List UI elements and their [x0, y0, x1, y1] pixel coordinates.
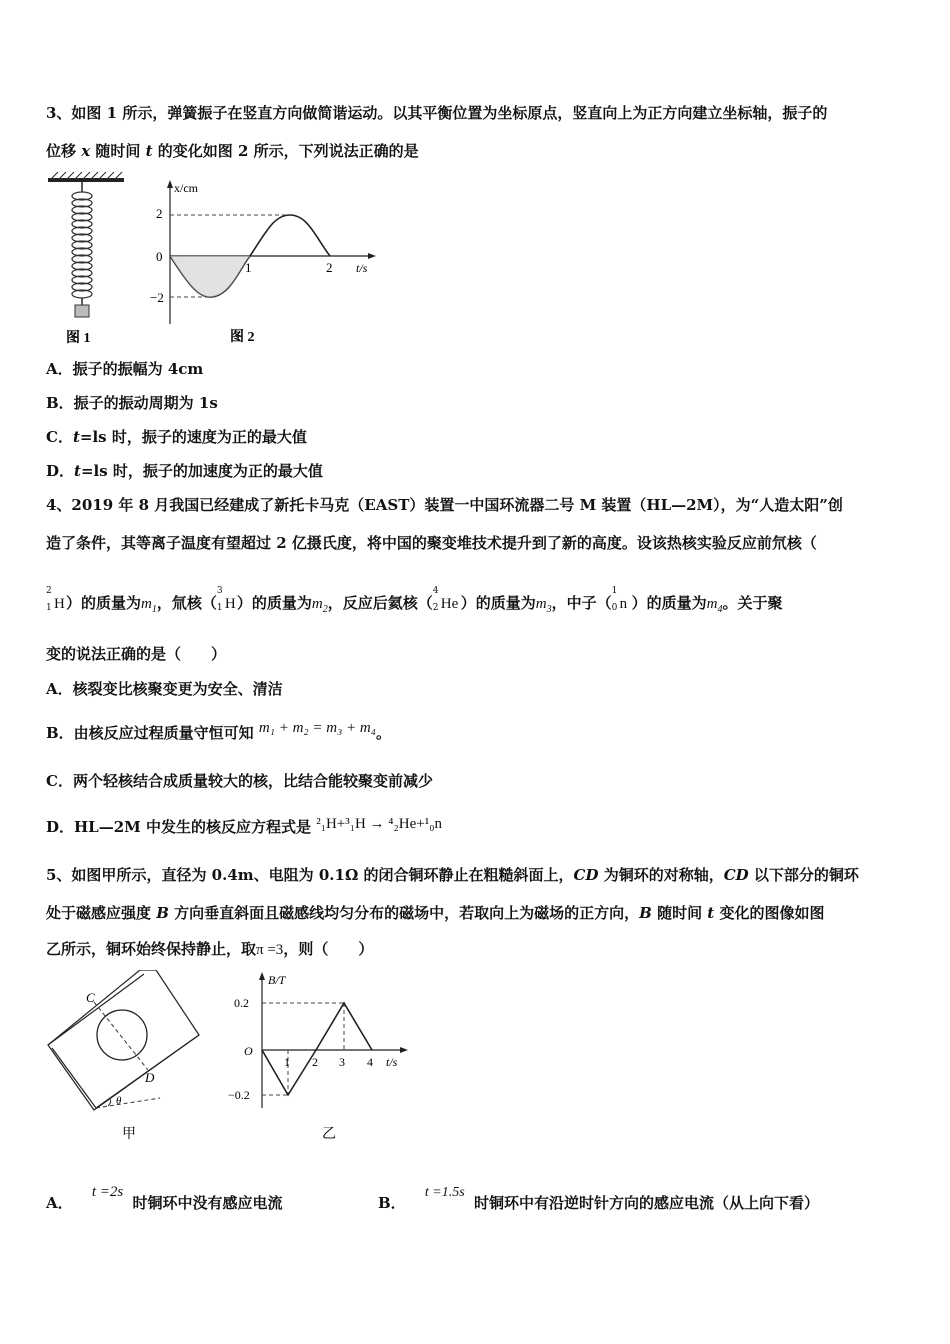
m3: $m_3$: [535, 596, 552, 615]
q4-optb-a: B．由核反应过程质量守恒可知: [46, 724, 254, 742]
tick-x2: 2: [326, 260, 333, 275]
label-c: C: [86, 990, 95, 1005]
pi-value: π =3: [256, 942, 284, 958]
q3-optc-b: =ls 时，振子的速度为正的最大值: [79, 428, 307, 446]
q5-figure-jia: [44, 970, 214, 1150]
tick-minus2: −2: [150, 290, 164, 305]
fig2-label: 图 2: [230, 330, 255, 345]
q4-optd-a: D．HL—2M 中发生的核反应方程式是: [46, 818, 311, 836]
q4-optd-equation: ²₁H+³₁H → ⁴₂He+¹₀n: [316, 816, 442, 832]
q3-optd-b: =ls 时，振子的加速度为正的最大值: [80, 462, 323, 480]
tick-t3: 3: [339, 1055, 345, 1069]
q3-line2-a: 位移: [46, 142, 82, 160]
x-axis-arrow: [368, 253, 376, 259]
q5-optb-equation: t =1.5s: [424, 1185, 465, 1200]
q3-line2-b: 随时间: [90, 142, 146, 160]
horizontal-dash: [96, 1098, 160, 1108]
q3-optc-t: t: [72, 428, 80, 446]
q5-option-a[interactable]: A． t =2s 时铜环中没有感应电流: [46, 1184, 283, 1212]
q4-line3: 2 1 H）的质量为$m_1$，氚核（ 3 1 H）的质量为$m_2$，反应后氦核（ 4 2 He ）的质量为$m_3$，中子（ 1 0 n ）的质量为$m_4$。关于聚: [46, 586, 783, 615]
b-axis-label: B/T: [268, 973, 286, 987]
tick-2: 2: [156, 206, 163, 221]
q4-option-c[interactable]: C．两个轻核结合成质量较大的核，比结合能较聚变前减少: [46, 772, 433, 790]
neutron-symbol: 1 0 n: [611, 586, 628, 613]
q3-option-c[interactable]: [46, 426, 307, 447]
origin-label: O: [244, 1044, 253, 1058]
m4: $m_4$: [706, 596, 723, 615]
q5-line1: 5、如图甲所示，直径为 0.4m、电阻为 0.1Ω 的闭合铜环静止在粗糙斜面上，CD 为铜环的对称轴，CD 以下部分的铜环: [46, 866, 859, 884]
shaded-region: [170, 256, 250, 297]
q3-option-a[interactable]: A．振子的振幅为 4cm: [46, 360, 204, 378]
y-axis-arrow: [167, 180, 173, 188]
deuterium-symbol: 2 1 H: [46, 586, 65, 613]
label-d: D: [145, 1070, 155, 1085]
tick-1: 1: [245, 260, 252, 275]
q4-option-b[interactable]: [46, 722, 391, 743]
tick-t2: 2: [312, 1055, 318, 1069]
q3-optc-a: C．: [46, 428, 73, 446]
y-axis-label: x/cm: [174, 181, 198, 195]
b-t-curve: [262, 1003, 372, 1095]
q4-optb-equation: m₁ + m₂ = m₃ + m₄: [258, 720, 376, 736]
q3-line2: [46, 140, 419, 161]
oscillator-block: [75, 305, 89, 317]
q3-var-x: x: [81, 142, 91, 160]
q3-option-d[interactable]: [46, 460, 323, 481]
tick-02: 0.2: [234, 996, 249, 1010]
q5-opta-equation: t =2s: [91, 1184, 124, 1200]
q4-option-d[interactable]: [46, 816, 442, 837]
q4-optb-end: 。: [375, 724, 391, 742]
q3-line2-c: 的变化如图 2 所示，下列说法正确的是: [152, 142, 419, 160]
tick-t1: 1: [284, 1055, 290, 1069]
q5-option-b[interactable]: B． t =1.5s 时铜环中有沿逆时针方向的感应电流（从上向下看）: [378, 1185, 819, 1212]
fig-jia-label: 甲: [122, 1127, 136, 1142]
q3-figure2-graph: [150, 176, 385, 348]
ceiling-bar: [48, 178, 124, 182]
q5-figure-yi: [226, 968, 411, 1148]
q4-line1: 4、2019 年 8 月我国已经建成了新托卡马克（EAST）装置一中国环流器二号 M 装置（HL—2M），为“人造太阳”创: [46, 496, 843, 514]
q3-var-t: t: [145, 142, 153, 160]
fig-yi-label: 乙: [322, 1127, 336, 1142]
tick-0: 0: [156, 249, 163, 264]
q3-optd-a: D．: [46, 462, 75, 480]
m2: $m_2$: [311, 596, 328, 615]
fig1-label: 图 1: [66, 331, 91, 346]
spring-coil: [72, 192, 92, 298]
helium-symbol: 4 2 He: [432, 586, 459, 613]
tick-t4: 4: [367, 1055, 373, 1069]
tick-minus02: −0.2: [228, 1088, 250, 1102]
q3-line1: 3、如图 1 所示，弹簧振子在竖直方向做简谐运动。以其平衡位置为坐标原点，竖直向上为正方向建立坐标轴，振子的: [46, 104, 828, 122]
q3-optd-t: t: [74, 462, 81, 480]
q3-option-b[interactable]: B．振子的振动周期为 1s: [46, 394, 218, 412]
q3-figure1-spring: [44, 172, 134, 347]
t-axis-label: t/s: [386, 1055, 398, 1069]
x-axis-label: t/s: [356, 261, 368, 275]
m1: $m_1$: [141, 596, 157, 615]
q4-line2: 造了条件，其等离子温度有望超过 2 亿摄氏度，将中国的聚变堆技术提升到了新的高度。设该热核实验反应前氘核（: [46, 534, 817, 552]
q5-line3: 乙所示，铜环始终保持静止，取π =3，则（ ）: [46, 940, 374, 958]
q4-line4: 变的说法正确的是（ ）: [46, 645, 227, 663]
label-theta: θ: [116, 1095, 122, 1107]
tritium-symbol: 3 1 H: [216, 586, 236, 613]
q4-option-a[interactable]: A．核裂变比核聚变更为安全、清洁: [46, 680, 283, 698]
q5-line2: 处于磁感应强度 B 方向垂直斜面且磁感线均匀分布的磁场中，若取向上为磁场的正方向，B 随时间 t 变化的图像如图: [46, 904, 825, 922]
copper-ring: [97, 1010, 147, 1060]
